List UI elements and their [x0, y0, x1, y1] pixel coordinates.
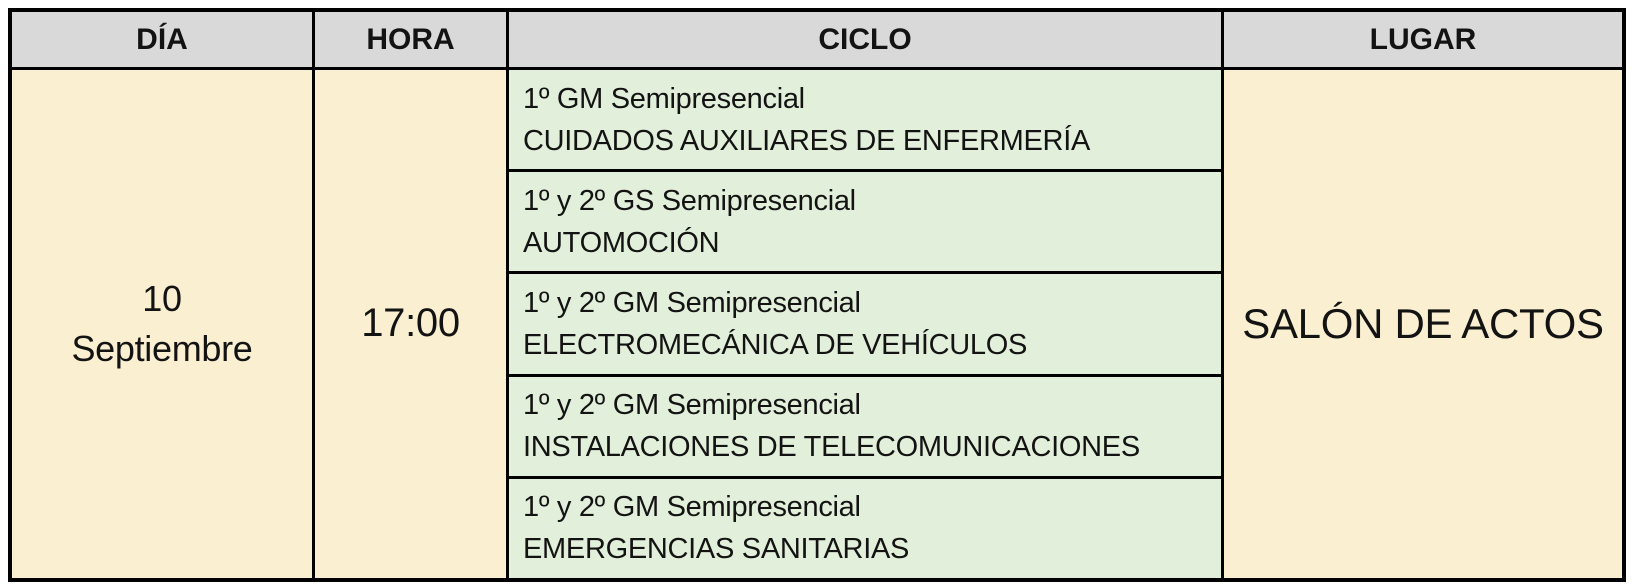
dia-month: Septiembre: [71, 327, 253, 369]
ciclo-row-3-group: 1º y 2º GM Semipresencial: [523, 286, 861, 319]
column-header-hora-label: HORA: [366, 22, 455, 56]
column-header-ciclo: [509, 12, 1221, 67]
ciclo-row-4: [509, 377, 1221, 476]
column-header-dia-label: DÍA: [136, 22, 188, 56]
column-header-lugar: [1224, 12, 1622, 67]
dia-day: 10: [142, 277, 182, 319]
column-header-hora: [315, 12, 506, 67]
ciclo-row-4-name: INSTALACIONES DE TELECOMUNICACIONES: [523, 431, 1140, 464]
ciclo-row-1-name: CUIDADOS AUXILIARES DE ENFERMERÍA: [523, 124, 1090, 157]
ciclo-row-5-group: 1º y 2º GM Semipresencial: [523, 491, 861, 524]
column-header-lugar-label: LUGAR: [1369, 22, 1477, 56]
ciclo-row-3: [509, 274, 1221, 373]
hora-cell: [315, 70, 506, 578]
ciclo-row-2-group: 1º y 2º GS Semipresencial: [523, 184, 856, 217]
ciclo-row-4-group: 1º y 2º GM Semipresencial: [523, 389, 861, 422]
schedule-table: [8, 8, 1626, 582]
dia-cell: [12, 70, 312, 578]
column-header-ciclo-label: CICLO: [818, 22, 912, 56]
ciclo-row-1: [509, 70, 1221, 169]
ciclo-row-3-name: ELECTROMECÁNICA DE VEHÍCULOS: [523, 328, 1028, 361]
ciclo-row-2: [509, 172, 1221, 271]
ciclo-row-5-name: EMERGENCIAS SANITARIAS: [523, 533, 910, 566]
ciclo-row-2-name: AUTOMOCIÓN: [523, 226, 720, 259]
lugar-cell: [1224, 70, 1622, 578]
column-header-dia: [12, 12, 312, 67]
lugar-value: SALÓN DE ACTOS: [1242, 299, 1604, 347]
ciclo-row-1-group: 1º GM Semipresencial: [523, 82, 805, 115]
ciclo-row-5: [509, 479, 1221, 578]
hora-value: 17:00: [361, 301, 460, 346]
